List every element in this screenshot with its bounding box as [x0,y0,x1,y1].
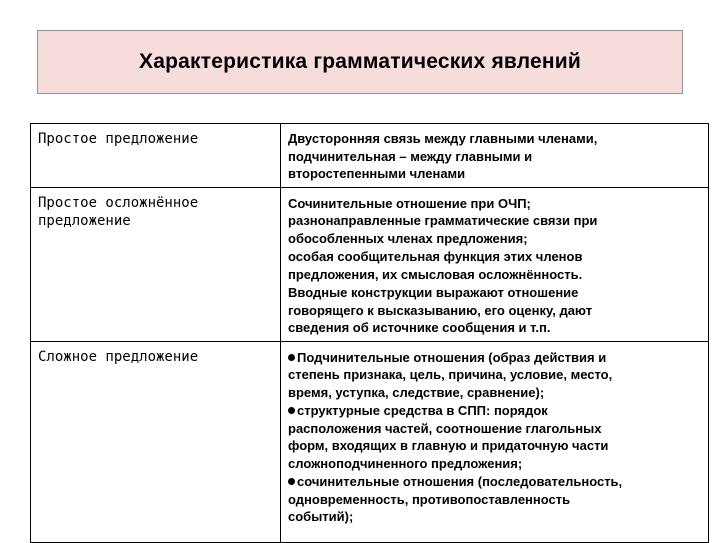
row-label-cell [31,341,281,542]
description-line: подчинительная – между главными и [288,148,533,164]
row-label: Сложное предложение [38,348,199,365]
table-row [31,124,709,188]
title-banner [37,30,683,94]
bullet-icon [288,407,295,414]
bullet-icon [288,354,295,361]
row-label-line: предложение [38,212,131,229]
bullet-line [288,473,702,491]
row-description-cell [281,187,709,341]
bullet-line: время, уступка, следствие, сравнение); [288,384,545,400]
grammar-table [30,123,709,543]
table-row [31,187,709,341]
description-line: разнонаправленные грамматические связи при [288,213,598,228]
bullet-item [288,402,702,472]
description-line: сведения об источнике сообщения и т.п. [288,320,551,335]
bullet-line: событий); [288,509,354,524]
row-label-cell [31,124,281,188]
row-description-cell [281,124,709,188]
bullet-line: сложноподчиненного предложения; [288,455,523,471]
description-line: Вводные конструкции выражают отношение [288,285,579,300]
bullet-line: степень признака, цель, причина, условие, место, [288,367,613,382]
bullet-item [288,473,702,526]
bullet-line [288,349,702,367]
description-paragraph [288,284,702,337]
description-line: обособленных членах предложения; [288,230,528,246]
bullet-text: структурные средства в СПП: порядок [297,403,548,418]
bullet-item [288,349,702,402]
row-description-cell [281,341,709,542]
page-title: Характеристика грамматических явлений [139,50,581,73]
description-paragraph [288,195,702,248]
bullet-line [288,402,702,420]
description-line: Двусторонняя связь между главными членами, [288,131,598,146]
bullet-line: форм, входящих в главную и придаточную части [288,438,609,453]
bullet-line: одновременность, противопоставленность [288,491,571,507]
description-line: предложения, их смысловая осложнённость. [288,266,583,282]
description-line: Сочинительные отношение при ОЧП; [288,195,531,211]
description-line: особая сообщительная функция этих членов [288,249,583,264]
bullet-text: сочинительные отношения (последовательность, [297,474,623,489]
row-label-line: Простое осложнённое [38,194,199,211]
bullet-icon [288,478,295,485]
description-line: второстепенными членами [288,166,466,181]
bullet-line: расположения частей, соотношение глагольных [288,420,602,436]
table-row [31,341,709,542]
description-paragraph [288,248,702,283]
row-label: Простое предложение [38,131,199,147]
bullet-text: Подчинительные отношения (образ действия и [297,349,607,365]
description-line: говорящего к высказыванию, его оценку, дают [288,302,593,318]
row-label-cell [31,187,281,341]
